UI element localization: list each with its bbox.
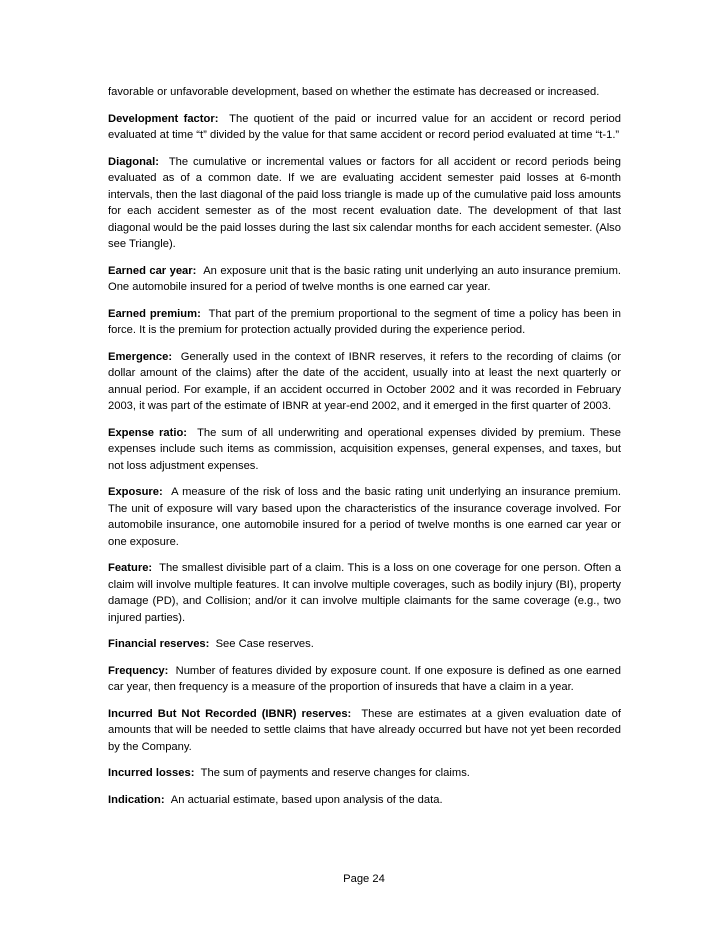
glossary-entry-frequency xyxy=(108,663,621,696)
glossary-entry-incurred-losses xyxy=(108,765,621,782)
glossary-definition: The quotient of the paid or incurred value for an accident or record period evaluated at time “t” divided by the value for that same accident or record period evaluated at time “t-1.” xyxy=(108,112,621,141)
glossary-definition: The smallest divisible part of a claim. This is a loss on one coverage for one person. Often a claim will involve multiple features. It can involve multiple coverages, such as bodily injury (BI), property damage (PD), and Collision; and/or it can involve multiple claimants for the same coverage (e.g., two injured parties). xyxy=(108,562,621,624)
glossary-definition: Generally used in the context of IBNR reserves, it refers to the recording of claims (or dollar amount of the claims) after the date of the accident, usually into at least the next quarterly or annual period. For example, if an accident occurred in October 2002 and it was recorded in February 2003, it was part of the estimate of IBNR at year-end 2002, and it emerged in the first quarter of 2003. xyxy=(108,350,622,412)
glossary-term: Earned premium: xyxy=(108,307,201,320)
glossary-term: Expense ratio: xyxy=(108,426,188,439)
glossary-term: Financial reserves: xyxy=(108,638,210,650)
glossary-entry-financial-reserves xyxy=(108,636,621,653)
glossary-definition: An actuarial estimate, based upon analysis of the data. xyxy=(170,793,443,806)
glossary-term: Incurred losses: xyxy=(108,767,195,779)
glossary-definition: The sum of payments and reserve changes for claims. xyxy=(200,767,470,779)
page-number: Page 24 xyxy=(343,873,385,885)
glossary-entry-feature xyxy=(108,560,621,626)
glossary-definition: Number of features divided by exposure count. If one exposure is defined as one earned car year, then frequency is a measure of the proportion of insureds that have a claim in a year. xyxy=(108,664,621,693)
glossary-term: Incurred But Not Recorded (IBNR) reserves: xyxy=(108,707,352,720)
glossary-term: Development factor: xyxy=(108,112,219,125)
glossary-term: Diagonal: xyxy=(108,155,159,168)
intro-paragraph: favorable or unfavorable development, based on whether the estimate has decreased or increased. xyxy=(108,86,600,98)
glossary-definition: The sum of all underwriting and operational expenses divided by premium. These expenses include such items as commission, acquisition expenses, general expenses, and taxes, but not loss adjustment expenses. xyxy=(108,426,621,472)
glossary-entry-earned-car-year xyxy=(108,263,621,296)
glossary-definition: A measure of the risk of loss and the basic rating unit underlying an insurance premium. The unit of exposure will vary based upon the characteristics of the insurance coverage involved. For automobile insurance, one automobile insured for a period of twelve months is one earned car year or one exposure. xyxy=(108,486,622,548)
glossary-entry-emergence xyxy=(108,349,621,415)
glossary-term: Emergence: xyxy=(108,350,173,363)
glossary-entry-ibnr-reserves xyxy=(108,706,621,756)
glossary-term: Exposure: xyxy=(108,486,163,498)
glossary-body xyxy=(108,84,621,818)
glossary-definition: These are estimates at a given evaluation date of amounts that will be needed to settle claims that have already occurred but have not yet been recorded by the Company. xyxy=(108,707,621,753)
glossary-entry-exposure xyxy=(108,484,621,550)
glossary-entry-indication xyxy=(108,792,621,809)
glossary-term: Feature: xyxy=(108,562,153,574)
glossary-definition: An exposure unit that is the basic rating unit underlying an auto insurance premium. One automobile insured for a period of twelve months is one earned car year. xyxy=(108,264,622,293)
glossary-definition: The cumulative or incremental values or factors for all accident or record periods being evaluated as of a common date. If we are evaluating accident semester paid losses at 6-month intervals, then the last diagonal of the paid loss triangle is made up of the cumulative paid loss amounts for each accident semester as of the most recent evaluation date. The development of that last diagonal would be the paid losses during the last six calendar months for each accident semester. (Also see Triangle). xyxy=(108,155,622,250)
glossary-definition: That part of the premium proportional to the segment of time a policy has been in force. It is the premium for protection actually provided during the experience period. xyxy=(108,307,622,336)
glossary-entry-expense-ratio xyxy=(108,425,621,475)
glossary-term: Indication: xyxy=(108,793,165,806)
glossary-term: Earned car year: xyxy=(108,264,197,277)
glossary-entry-development-factor xyxy=(108,111,621,144)
glossary-definition: See Case reserves. xyxy=(215,638,314,650)
glossary-term: Frequency: xyxy=(108,664,169,677)
glossary-entry-diagonal xyxy=(108,154,621,253)
glossary-entry-earned-premium xyxy=(108,306,621,339)
